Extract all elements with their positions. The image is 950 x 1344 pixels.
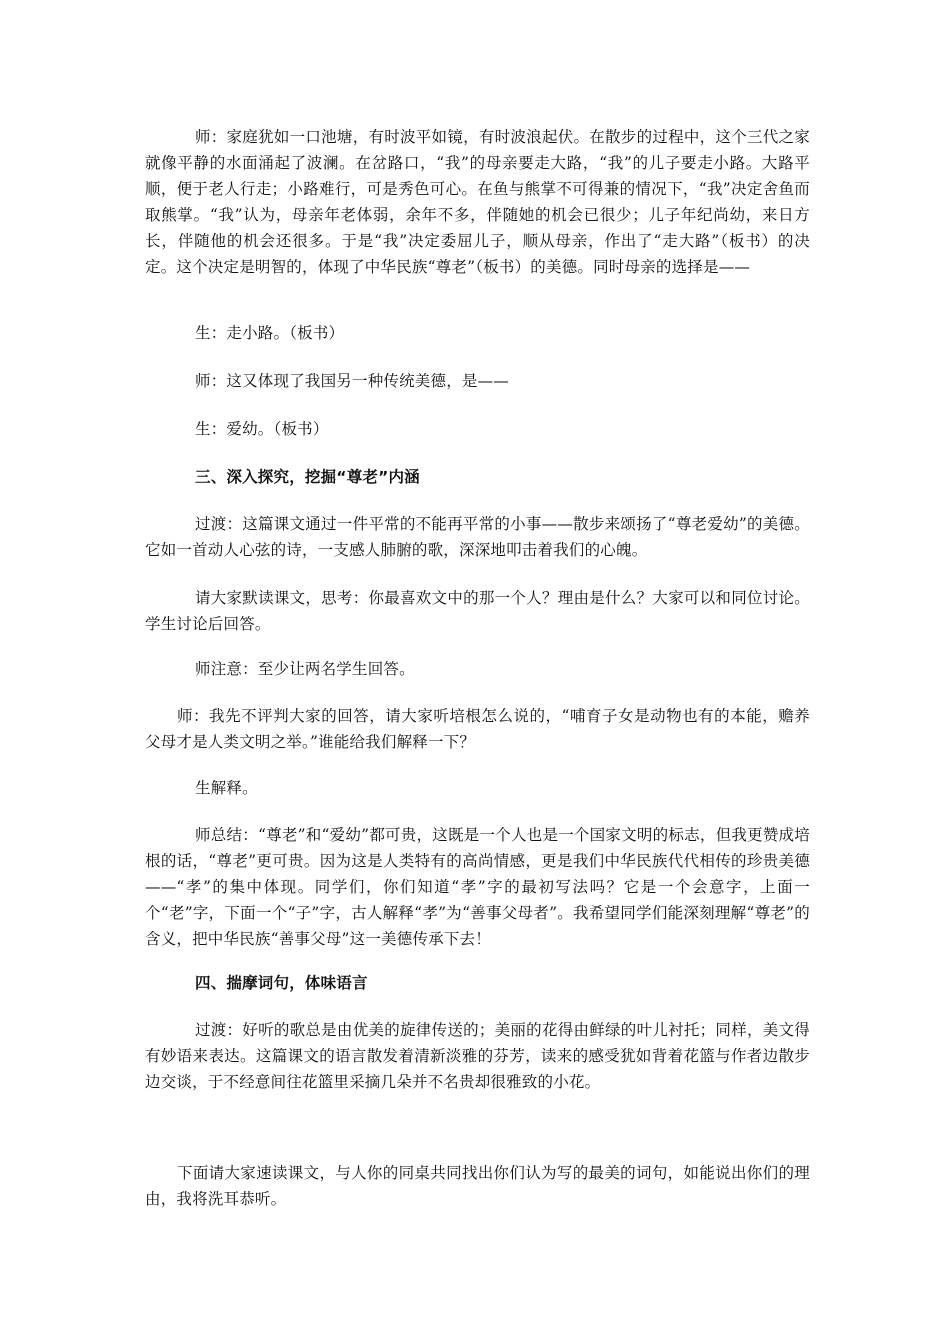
paragraph-teacher-pond: 师：家庭犹如一口池塘，有时波平如镜，有时波浪起伏。在散步的过程中，这个三代之家就像平静的水面涌起了波澜。在岔路口，“我”的母亲要走大路，“我”的儿子要走小路。大路平顺，便于老人行走；小路难行，可是秀色可心。在鱼与熊掌不可得兼的情况下，“我”决定舍鱼而取熊掌。“我”认为，母亲年老体弱，余年不多，伴随她的机会已很少；儿子年纪尚幼，来日方长，伴随他的机会还很多。于是“我”决定委屈儿子，顺从母亲，作出了“走大路”（板书）的决定。这个决定是明智的，体现了中华民族“尊老”（板书）的美德。同时母亲的选择是—— bbox=[145, 128, 810, 276]
paragraph-fast-reading: 下面请大家速读课文，与人你的同桌共同找出你们认为写的最美的词句，如能说出你们的理由，我将洗耳恭听。 bbox=[145, 1164, 810, 1208]
paragraph-transition-1: 过渡：这篇课文通过一件平常的不能再平常的小事——散步来颂扬了“尊老爱幼”的美德。它如一首动人心弦的诗，一支感人肺腑的歌，深深地叩击着我们的心魄。 bbox=[145, 515, 810, 559]
paragraph-teacher-note: 师注意：至少让两名学生回答。 bbox=[195, 660, 415, 678]
paragraph-teacher-another-virtue: 师：这又体现了我国另一种传统美德，是—— bbox=[195, 372, 510, 390]
paragraph-silent-reading: 请大家默读课文，思考：你最喜欢文中的那一个人？理由是什么？大家可以和同位讨论。学生讨论后回答。 bbox=[145, 589, 810, 633]
paragraph-student-explains: 生解释。 bbox=[195, 779, 258, 797]
section-heading-3: 三、深入探究，挖掘“尊老”内涵 bbox=[195, 468, 420, 486]
paragraph-bacon-quote: 师：我先不评判大家的回答，请大家听培根怎么说的，“哺育子女是动物也有的本能，赡养父母才是人类文明之举。”谁能给我们解释一下？ bbox=[145, 707, 810, 751]
paragraph-student-love-young: 生：爱幼。（板书） bbox=[195, 420, 329, 438]
paragraph-teacher-summary: 师总结：“尊老”和“爱幼”都可贵，这既是一个人也是一个国家文明的标志，但我更赞成培根的话，“尊老”更可贵。因为这是人类特有的高尚情感，更是我们中华民族代代相传的珍贵美德——“孝”的集中体现。同学们，你们知道“孝”字的最初写法吗？它是一个会意字，上面一个“老”字，下面一个“子”字，古人解释“孝”为“善事父母者”。我希望同学们能深刻理解“尊老”的含义，把中华民族“善事父母”这一美德传承下去！ bbox=[145, 826, 810, 948]
paragraph-student-small-road: 生：走小路。（板书） bbox=[195, 324, 345, 342]
paragraph-transition-2: 过渡：好听的歌总是由优美的旋律传送的；美丽的花得由鲜绿的叶儿衬托；同样，美文得有妙语来表达。这篇课文的语言散发着清新淡雅的芬芳，读来的感受犹如背着花篮与作者边散步边交谈，于不经意间往花篮里采摘几朵并不名贵却很雅致的小花。 bbox=[145, 1021, 810, 1091]
section-heading-4: 四、揣摩词句，体味语言 bbox=[195, 974, 368, 992]
